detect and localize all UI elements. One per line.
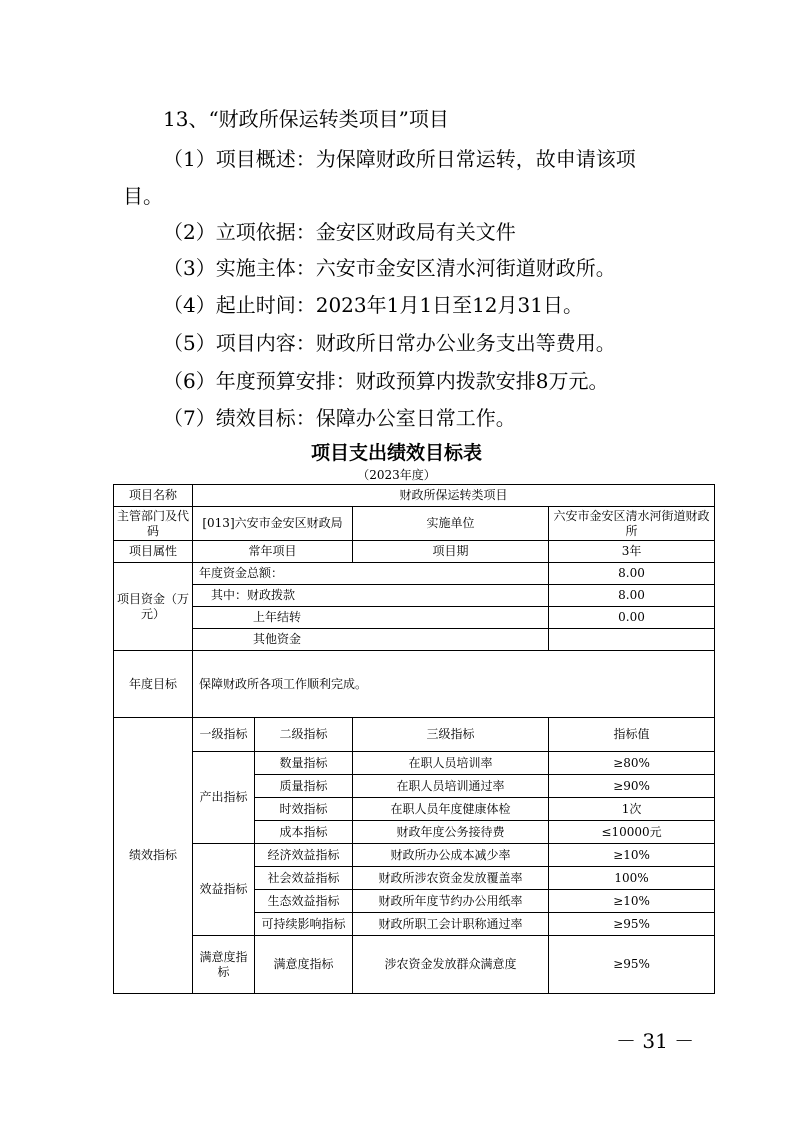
goal-value: 保障财政所各项工作顺利完成。: [193, 651, 715, 718]
header-value: 指标值: [549, 718, 715, 752]
group-name: 效益指标: [193, 844, 255, 936]
l2-cell: 数量指标: [255, 752, 353, 775]
header-l2: 二级指标: [255, 718, 353, 752]
period-value: 3年: [549, 541, 715, 563]
unit-value: 六安市金安区清水河街道财政所: [549, 507, 715, 541]
page-number: － 31 －: [616, 1029, 695, 1053]
l2-cell: 满意度指标: [255, 936, 353, 994]
funds-label: 项目资金（万元）: [114, 563, 193, 651]
attr-label: 项目属性: [114, 541, 193, 563]
section-heading: 13、“财政所保运转类项目”项目: [163, 107, 449, 131]
value-cell: ≥10%: [549, 844, 715, 867]
value-cell: ≥90%: [549, 775, 715, 798]
goal-text: （7）绩效目标：保障办公室日常工作。: [163, 406, 516, 430]
table-subtitle: （2023年度）: [357, 468, 436, 482]
dept-value: [013]六安市金安区财政局: [193, 507, 353, 541]
implementer-text: （3）实施主体：六安市金安区清水河街道财政所。: [163, 256, 616, 280]
attr-value: 常年项目: [193, 541, 353, 563]
goal-label: 年度目标: [114, 651, 193, 718]
table-title: 项目支出绩效目标表: [310, 442, 482, 464]
header-l1: 一级指标: [193, 718, 255, 752]
fund-label: 其中：财政拨款: [193, 585, 549, 607]
l3-cell: 财政所职工会计职称通过率: [353, 913, 549, 936]
l2-cell: 成本指标: [255, 821, 353, 844]
l3-cell: 财政年度公务接待费: [353, 821, 549, 844]
basis-text: （2）立项依据：金安区财政局有关文件: [163, 220, 516, 244]
content-text: （5）项目内容：财政所日常办公业务支出等费用。: [163, 331, 616, 355]
l3-cell: 财政所涉农资金发放覆盖率: [353, 867, 549, 890]
fund-label: 上年结转: [193, 607, 549, 629]
perf-label: 绩效指标: [114, 718, 193, 994]
period-label: 项目期: [353, 541, 549, 563]
l2-cell: 生态效益指标: [255, 890, 353, 913]
fund-value: 8.00: [549, 563, 715, 585]
l2-cell: 可持续影响指标: [255, 913, 353, 936]
value-cell: ≥80%: [549, 752, 715, 775]
unit-label: 实施单位: [353, 507, 549, 541]
project-name-label: 项目名称: [114, 485, 193, 507]
fund-label: 其他资金: [193, 629, 549, 651]
l2-cell: 质量指标: [255, 775, 353, 798]
l3-cell: 在职人员培训通过率: [353, 775, 549, 798]
fund-value: 0.00: [549, 607, 715, 629]
group-name: 满意度指标: [193, 936, 255, 994]
l3-cell: 涉农资金发放群众满意度: [353, 936, 549, 994]
fund-label: 年度资金总额：: [193, 563, 549, 585]
project-name: 财政所保运转类项目: [193, 485, 715, 507]
l3-cell: 在职人员培训率: [353, 752, 549, 775]
value-cell: 1次: [549, 798, 715, 821]
performance-table: [113, 484, 715, 994]
l2-cell: 经济效益指标: [255, 844, 353, 867]
budget-text: （6）年度预算安排：财政预算内拨款安排8万元。: [163, 369, 609, 393]
dept-label: 主管部门及代码: [114, 507, 193, 541]
overview-line2: 目。: [123, 184, 163, 208]
value-cell: ≤10000元: [549, 821, 715, 844]
fund-value: 8.00: [549, 585, 715, 607]
group-name: 产出指标: [193, 752, 255, 844]
header-l3: 三级指标: [353, 718, 549, 752]
l2-cell: 社会效益指标: [255, 867, 353, 890]
l2-cell: 时效指标: [255, 798, 353, 821]
fund-value: [549, 629, 715, 651]
l3-cell: 财政所年度节约办公用纸率: [353, 890, 549, 913]
value-cell: ≥10%: [549, 890, 715, 913]
value-cell: 100%: [549, 867, 715, 890]
overview-line1: （1）项目概述：为保障财政所日常运转，故申请该项: [163, 147, 636, 171]
l3-cell: 在职人员年度健康体检: [353, 798, 549, 821]
period-text: （4）起止时间：2023年1月1日至12月31日。: [163, 293, 583, 317]
l3-cell: 财政所办公成本减少率: [353, 844, 549, 867]
value-cell: ≥95%: [549, 913, 715, 936]
value-cell: ≥95%: [549, 936, 715, 994]
